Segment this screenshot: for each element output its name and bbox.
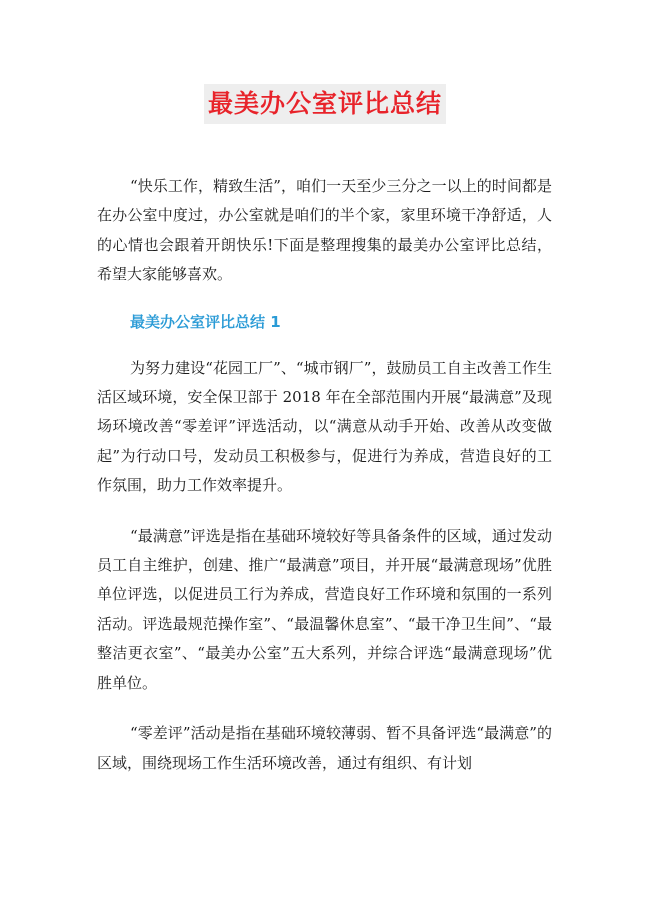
document-title: 最美办公室评比总结 (204, 84, 446, 124)
body-paragraph: 为努力建设“花园工厂”、“城市钢厂”，鼓励员工自主改善工作生活区域环境，安全保卫部于 2018 年在全部范围内开展“最满意”及现场环境改善“零差评”评选活动，以“满意从动手开始、改善从改变做起”为行动口号，发动员工积极参与，促进行为养成，营造良好的工作氛围，助力工作效率提升。 (97, 358, 552, 495)
intro-paragraph: “快乐工作，精致生活”，咱们一天至少三分之一以上的时间都是在办公室中度过，办公室就是咱们的半个家，家里环境干净舒适，人的心情也会跟着开朗快乐!下面是整理搜集的最美办公室评比总结，希望大家能够喜欢。 (97, 177, 552, 284)
body-paragraph: “零差评”活动是指在基础环境较薄弱、暂不具备评选“最满意”的区域，围绕现场工作生活环境改善，通过有组织、有计划 (97, 724, 552, 772)
title-area (0, 84, 650, 124)
body-paragraph: “最满意”评选是指在基础环境较好等具备条件的区域，通过发动员工自主维护，创建、推广“最满意”项目，并开展“最满意现场”优胜单位评选，以促进员工行为养成，营造良好工作环境和氛围的一系列活动。评选最规范操作室”、“最温馨休息室”、“最干净卫生间”、“最整洁更衣室”、“最美办公室”五大系列，并综合评选“最满意现场”优胜单位。 (97, 526, 552, 692)
section-heading: 最美办公室评比总结 1 (130, 312, 281, 331)
document-body (97, 172, 552, 778)
